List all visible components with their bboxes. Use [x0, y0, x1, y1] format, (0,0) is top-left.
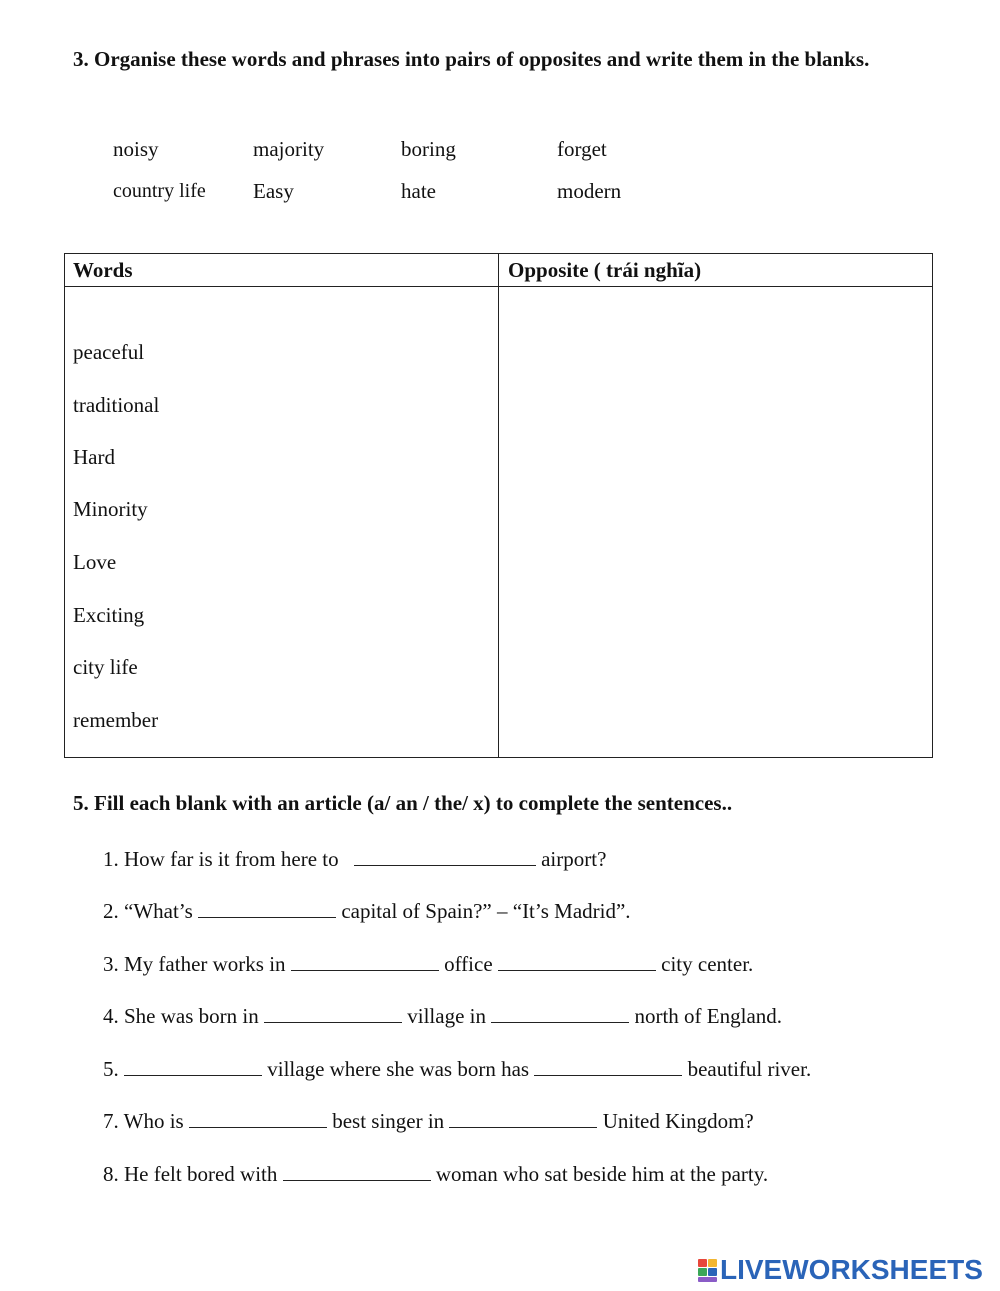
liveworksheets-logo-icon — [698, 1257, 718, 1283]
table-word: Hard — [73, 445, 115, 469]
sentence-text: capital of Spain?” – “It’s Madrid”. — [336, 899, 631, 923]
sentence-text: village in — [402, 1004, 492, 1028]
word-bank-item: noisy — [113, 137, 159, 161]
sentence-text: city center. — [655, 952, 754, 976]
word-bank-item: modern — [557, 179, 622, 203]
table-header-opposite: Opposite ( trái nghĩa) — [508, 258, 702, 282]
word-bank-item: hate — [401, 179, 436, 203]
sentence-text: 8. He felt bored with — [103, 1162, 283, 1186]
answer-blank[interactable] — [198, 899, 336, 918]
sentence-text: village where she was born has — [262, 1057, 535, 1081]
word-bank-item: Easy — [253, 179, 294, 203]
sentence-text: 2. “What’s — [103, 899, 199, 923]
sentence-text: best singer in — [326, 1109, 450, 1133]
sentence — [103, 1003, 782, 1029]
word-bank-item: boring — [401, 137, 456, 161]
sentence-text: United Kingdom? — [597, 1109, 754, 1133]
sentence — [103, 1056, 811, 1082]
answer-blank[interactable] — [354, 847, 536, 866]
sentence — [103, 846, 606, 872]
sentence-text: north of England. — [629, 1004, 783, 1028]
sentence-text: 7. Who is — [103, 1109, 189, 1133]
answer-blank[interactable] — [124, 1057, 262, 1076]
answer-blank[interactable] — [291, 952, 439, 971]
word-bank-item: forget — [557, 137, 607, 161]
sentence-text: 1. How far is it from here to — [103, 847, 344, 871]
table-word: peaceful — [73, 340, 145, 364]
table-header-words: Words — [73, 258, 133, 282]
exercise-5-heading: 5. Fill each blank with an article (a/ an / the/ x) to complete the sentences.. — [73, 791, 733, 815]
answer-blank[interactable] — [283, 1162, 431, 1181]
table-word: city life — [73, 655, 138, 679]
table-word: Love — [73, 550, 117, 574]
answer-blank[interactable] — [449, 1109, 597, 1128]
sentence-text: 3. My father works in — [103, 952, 291, 976]
word-bank-item: country life — [113, 180, 206, 202]
sentence-text: airport? — [535, 847, 607, 871]
opposite-answer-area[interactable] — [499, 287, 932, 757]
sentence-text: woman who sat beside him at the party. — [430, 1162, 769, 1186]
sentence — [103, 898, 631, 924]
sentence-text: 4. She was born in — [103, 1004, 264, 1028]
answer-blank[interactable] — [491, 1004, 629, 1023]
exercise-3-heading: 3. Organise these words and phrases into pairs of opposites and write them in the blanks. — [73, 47, 870, 71]
table-word: remember — [73, 708, 159, 732]
sentence-text: beautiful river. — [682, 1057, 812, 1081]
word-bank-item: majority — [253, 137, 325, 161]
sentence — [103, 1161, 768, 1187]
answer-blank[interactable] — [264, 1004, 402, 1023]
sentence — [103, 951, 753, 977]
liveworksheets-logo — [698, 1255, 983, 1285]
answer-blank[interactable] — [498, 952, 656, 971]
liveworksheets-logo-text: LIVEWORKSHEETS — [720, 1254, 983, 1285]
opposites-table — [64, 253, 933, 758]
answer-blank[interactable] — [534, 1057, 682, 1076]
table-word: traditional — [73, 393, 160, 417]
sentence-text: office — [438, 952, 498, 976]
sentence-text: 5. — [103, 1057, 124, 1081]
sentence — [103, 1108, 754, 1134]
answer-blank[interactable] — [189, 1109, 327, 1128]
table-word: Exciting — [73, 603, 145, 627]
table-word: Minority — [73, 497, 148, 521]
